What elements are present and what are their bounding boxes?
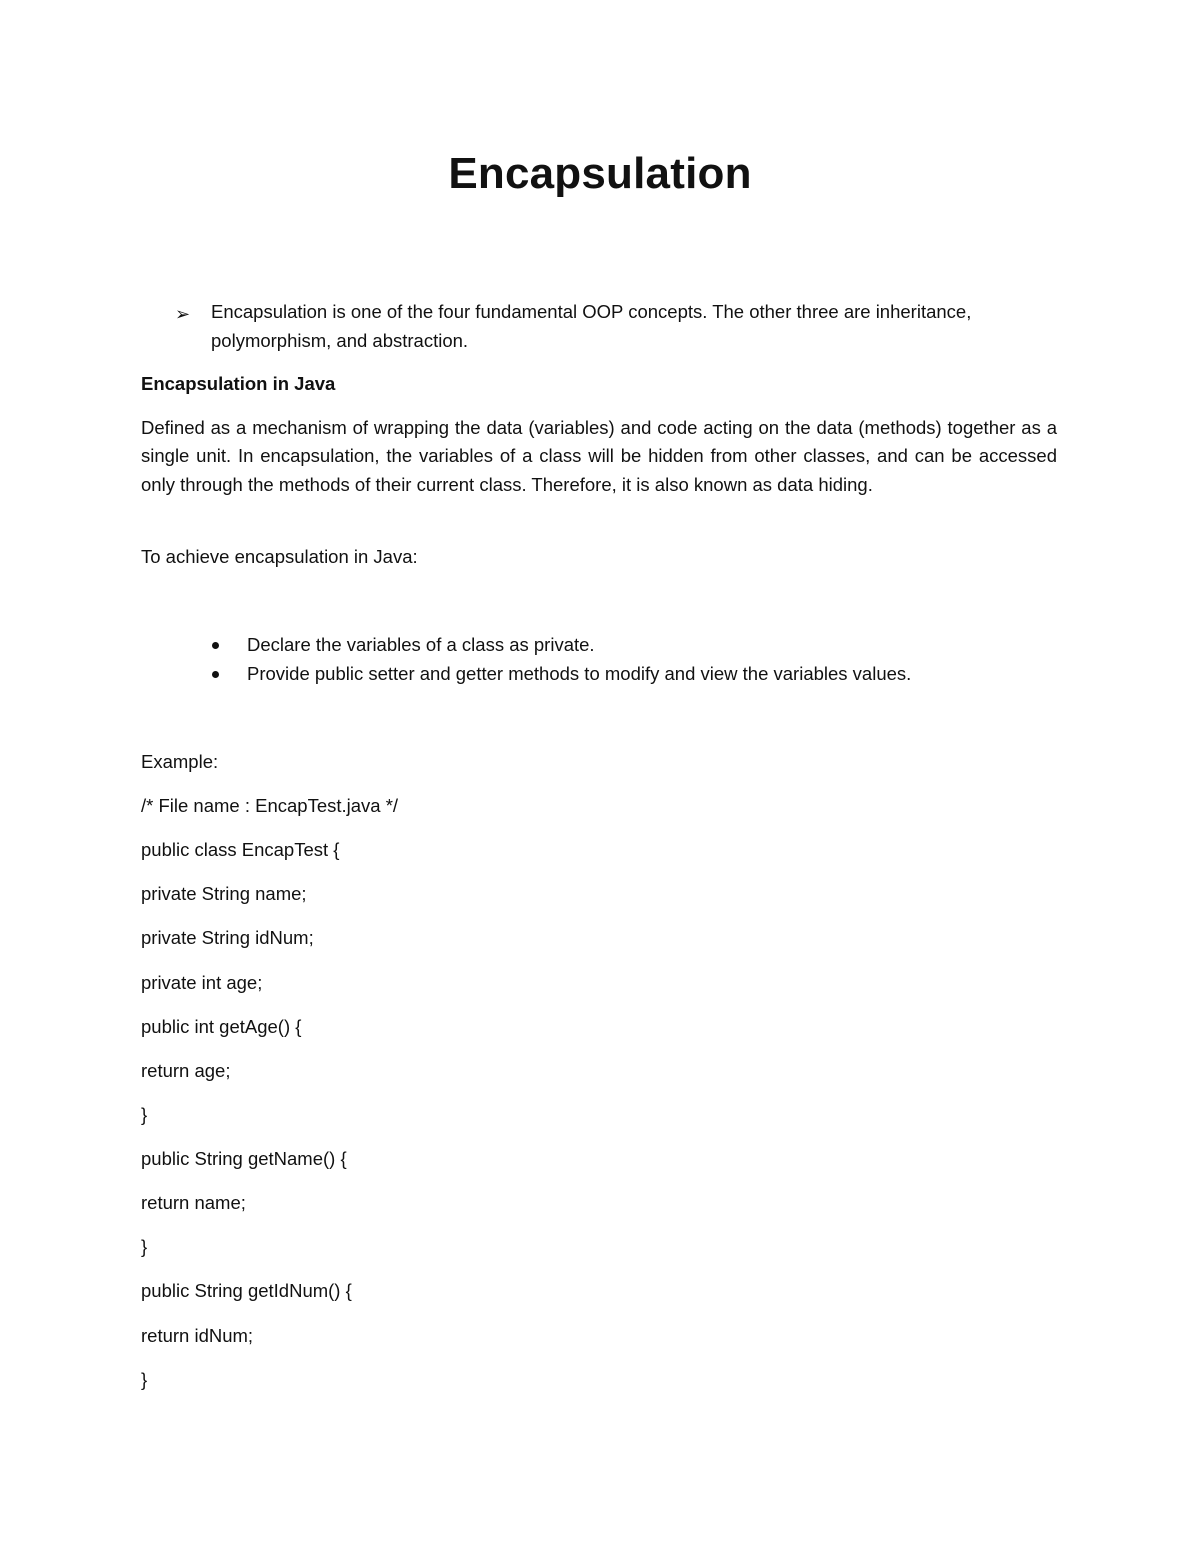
arrow-bullet-icon: ➢ <box>175 304 191 324</box>
list-item <box>141 660 1061 689</box>
code-line: return name; <box>141 1192 246 1213</box>
code-line: /* File name : EncapTest.java */ <box>141 795 399 816</box>
code-line: public String getName() { <box>141 1148 347 1169</box>
code-line: return idNum; <box>141 1325 254 1346</box>
code-line: private String idNum; <box>141 927 314 948</box>
step-text: Provide public setter and getter methods to modify and view the variables values. <box>247 663 912 684</box>
steps-intro: To achieve encapsulation in Java: <box>141 546 418 567</box>
code-line: return age; <box>141 1060 231 1081</box>
code-line: } <box>141 1104 148 1125</box>
code-line: } <box>141 1369 148 1390</box>
code-line: } <box>141 1236 148 1257</box>
example-label: Example: <box>141 751 219 772</box>
page-title: Encapsulation <box>448 149 752 198</box>
code-line: public int getAge() { <box>141 1016 302 1037</box>
step-text: Declare the variables of a class as private. <box>247 634 595 655</box>
code-line: private String name; <box>141 883 307 904</box>
code-line: public String getIdNum() { <box>141 1280 352 1301</box>
bullet-dot-icon <box>212 671 219 678</box>
intro-text: Encapsulation is one of the four fundamental OOP concepts. The other three are inheritance, polymorphism, and abstraction. <box>211 301 972 351</box>
bullet-dot-icon <box>212 642 219 649</box>
section-heading: Encapsulation in Java <box>141 373 336 394</box>
steps-list <box>141 631 1061 689</box>
list-item <box>141 631 1061 660</box>
definition-paragraph: Defined as a mechanism of wrapping the data (variables) and code acting on the data (methods) together as a single unit. In encapsulation, the variables of a class will be hidden from other classes, and can be accessed only through the methods of their current class. Therefore, it is also known as data hiding. <box>141 417 1057 495</box>
code-line: public class EncapTest { <box>141 839 340 860</box>
code-line: private int age; <box>141 972 263 993</box>
